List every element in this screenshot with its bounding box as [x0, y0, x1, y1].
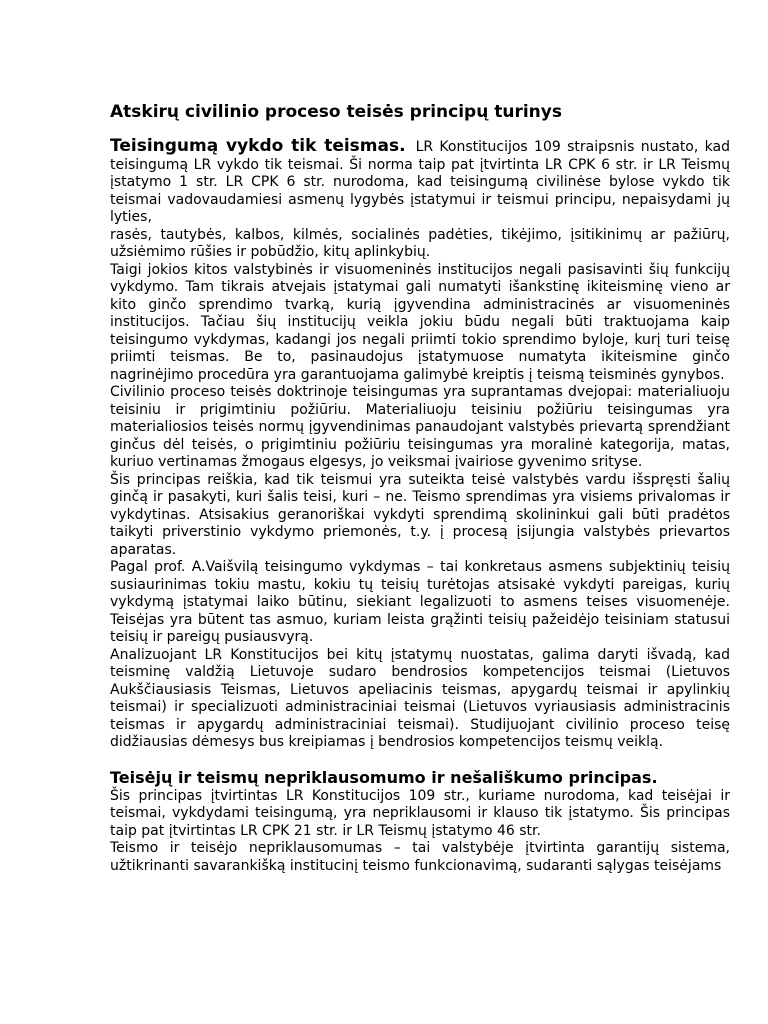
document-page: [110, 98, 730, 875]
section1-paragraph: Pagal prof. A.Vaišvilą teisingumo vykdymas – tai konkretaus asmens subjektinių teisių susiaurinimas tokiu mastu, kokiu tų teisių turėtojas atsisakė vykdyti pareigas, kurių vykdymą įstatymai laiko būtinu, siekiant legalizuoti to asmens teises visuomenėje. Teisėjas yra būtent tas asmuo, kuriam leista grąžinti teisių pažeidėjo teisiniam statusui teisių ir pareigų pusiausvyrą.: [110, 559, 730, 645]
section2-paragraph: Teismo ir teisėjo nepriklausomumas – tai valstybėje įtvirtinta garantijų sistema, užtikrinanti savarankišką institucinį teismo funkcionavimą, sudaranti sąlygas teisėjams: [110, 840, 730, 874]
section1-paragraph: Šis principas reiškia, kad tik teismui yra suteikta teisė valstybės vardu išspręsti šalių ginčą ir pasakyti, kuri šalis teisi, kuri – ne. Teismo sprendimas yra visiems privalomas ir vykdytinas. Atsisakius geranoriškai vykdyti sprendimą skolininkui gali būti pradėtos taikyti priverstinio vykdymo priemonės, t.y. į procesą įsijungia valstybės prievartos aparatas.: [110, 471, 730, 558]
section1-paragraph: Civilinio proceso teisės doktrinoje teisingumas yra suprantamas dvejopai: materialiuoju teisiniu ir prigimtiniu požiūriu. Materialiuoju teisiniu požiūriu teisingumas yra materialiosios teisės normų įgyvendinimas panaudojant valstybės prievartą sprendžiant ginčus dėl teisės, o prigimtiniu požiūriu teisingumas yra moralinė kategorija, matas, kuriuo vertinamas žmogaus elgesys, jo veiksmai įvairiose gyvenimo srityse.: [110, 384, 730, 470]
section1-paragraph: Analizuojant LR Konstitucijos bei kitų įstatymų nuostatas, galima daryti išvadą, kad teisminę valdžią Lietuvoje sudaro bendrosios kompetencijos teismai (Lietuvos Aukščiausiasis Teismas, Lietuvos apeliacinis teismas, apygardų teismai ir apylinkių teismai) ir specializuoti administraciniai teismai (Lietuvos vyriausiasis administracinis teismas ir apygardų administraciniai teismai). Studijuojant civilinio proceso teisę didžiausias dėmesys bus kreipiamas į bendrosios kompetencijos teismų veiklą.: [110, 646, 730, 750]
section1-paragraph: Taigi jokios kitos valstybinės ir visuomeninės institucijos negali pasisavinti šių funkcijų vykdymo. Tam tikrais atvejais įstatymai gali numatyti išankstinę ikiteisminę vieno ar kito ginčo sprendimo tvarką, kurią įgyvendina administracinės ar visuomeninės institucijos. Tačiau šių institucijų veikla jokiu būdu negali būti traktuojama kaip teisingumo vykdymas, kadangi jos negali priimti tokio sprendimo byloje, kurį turi teisę priimti teismas. Be to, pasinaudojus įstatymuose numatyta ikiteismine ginčo nagrinėjimo procedūra yra garantuojama galimybė kreiptis į teismą teisminės gynybos.: [110, 261, 730, 383]
section1-intro-text: LR Konstitucijos 109 straipsnis nustato, kad teisingumą LR vykdo tik teismai. Ši norma taip pat įtvirtinta LR CPK 6 str. ir LR Teismų įstatymo 1 str. LR CPK 6 str. nurodoma, kad teisingumą civilinėse bylose vykdo tik teismai vadovaudamiesi asmenų lygybės įstatymui ir teismui principu, nepaisydami jų lyties,: [110, 139, 730, 225]
section1-heading: Teisingumą vykdo tik teismas.: [110, 136, 406, 156]
section2-paragraph: Šis principas įtvirtintas LR Konstitucijos 109 str., kuriame nurodoma, kad teisėjai ir teismai, vykdydami teisingumą, yra nepriklausomi ir klauso tik įstatymo. Šis principas taip pat įtvirtintas LR CPK 21 str. ir LR Teismų įstatymo 46 str.: [110, 787, 730, 839]
section1-intro-paragraph: [110, 138, 730, 227]
section1-paragraph: rasės, tautybės, kalbos, kilmės, socialinės padėties, tikėjimo, įsitikinimų ar pažiūrų, užsiėmimo rūšies ir pobūdžio, kitų aplinkybių.: [110, 226, 730, 260]
section2-heading: Teisėjų ir teismų nepriklausomumo ir nešališkumo principas.: [110, 767, 658, 787]
document-title: Atskirų civilinio proceso teisės principų turinys: [110, 102, 562, 122]
